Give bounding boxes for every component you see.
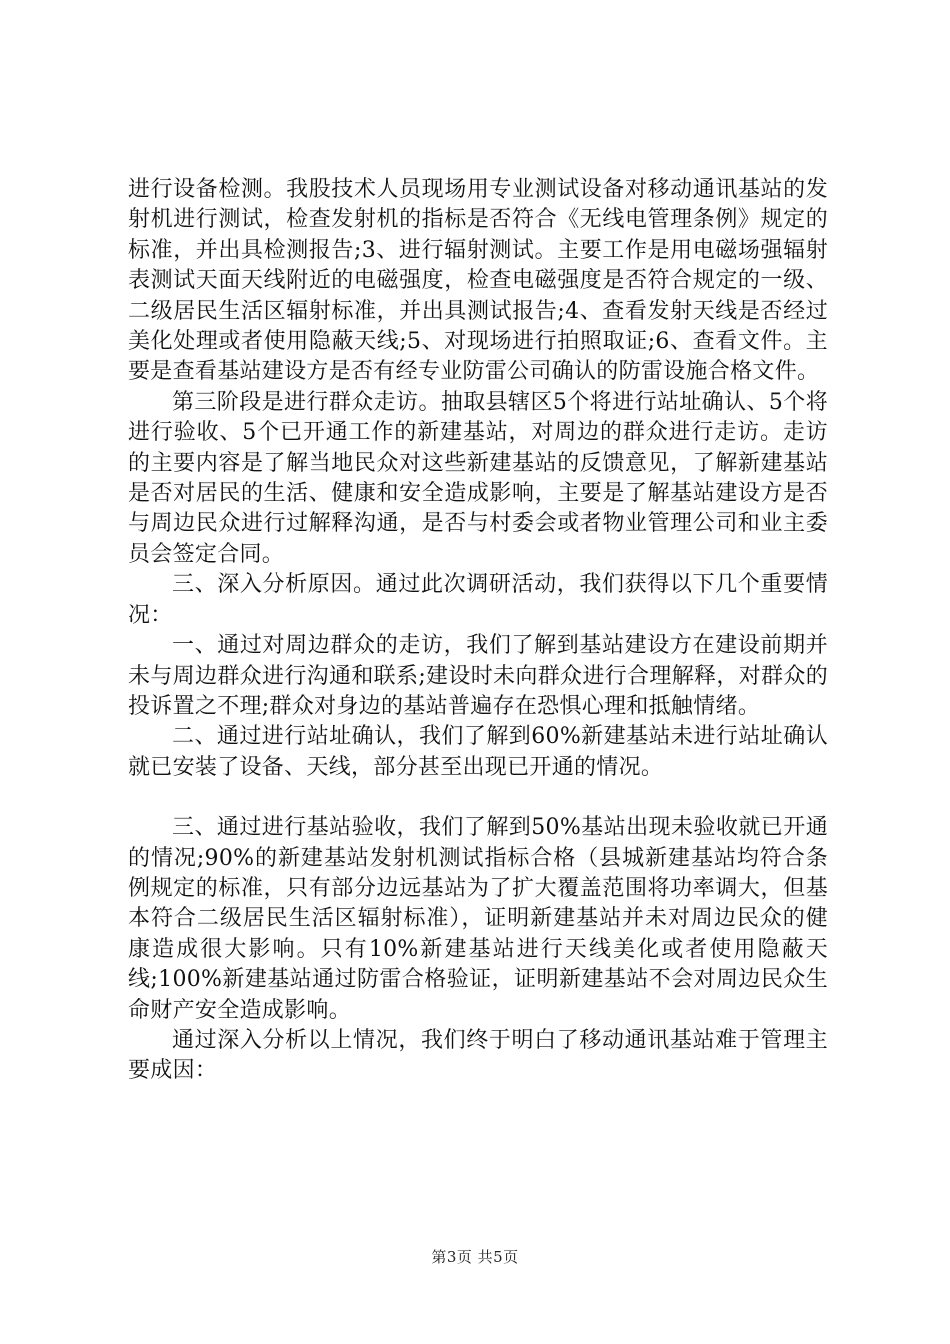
paragraph-finding-one: 一、通过对周边群众的走访，我们了解到基站建设方在建设前期并未与周边群众进行沟通和联系;建设时未向群众进行合理解释，对群众的投诉置之不理;群众对身边的基站普遍存在恐惧心理和抵触情绪。 <box>128 633 828 719</box>
paragraph-equipment-testing: 进行设备检测。我股技术人员现场用专业测试设备对移动通讯基站的发射机进行测试，检查发射机的指标是否符合《无线电管理条例》规定的标准，并出具检测报告;3、进行辐射测试。主要工作是用电磁场强辐射表测试天面天线附近的电磁强度，检查电磁强度是否符合规定的一级、二级居民生活区辐射标准，并出具测试报告;4、查看发射天线是否经过美化处理或者使用隐蔽天线;5、对现场进行拍照取证;6、查看文件。主要是查看基站建设方是否有经专业防雷公司确认的防雷设施合格文件。 <box>128 177 828 385</box>
document-body <box>128 175 828 1087</box>
paragraph-finding-two: 二、通过进行站址确认，我们了解到60%新建基站未进行站址确认就已安装了设备、天线，部分甚至出现已开通的情况。 <box>128 724 828 780</box>
paragraph-stage-three: 第三阶段是进行群众走访。抽取县辖区5个将进行站址确认、5个将进行验收、5个已开通工作的新建基站，对周边的群众进行走访。走访的主要内容是了解当地民众对这些新建基站的反馈意见，了解新建基站是否对居民的生活、健康和安全造成影响，主要是了解基站建设方是否与周边民众进行过解释沟通，是否与村委会或者物业管理公司和业主委员会签定合同。 <box>128 389 828 567</box>
paragraph-analysis-heading: 三、深入分析原因。通过此次调研活动，我们获得以下几个重要情况： <box>128 572 828 628</box>
page-number-footer: 第3页 共5页 <box>431 1248 519 1266</box>
paragraph-conclusion: 通过深入分析以上情况，我们终于明白了移动通讯基站难于管理主要成因： <box>128 1027 828 1084</box>
paragraph-finding-three: 三、通过进行基站验收，我们了解到50%基站出现未验收就已开通的情况;90%的新建基站发射机测试指标合格（县城新建基站均符合条例规定的标准，只有部分边远基站为了扩大覆盖范围将功率调大，但基本符合二级居民生活区辐射标准），证明新建基站并未对周边民众的健康造成很大影响。只有10%新建基站进行天线美化或者使用隐蔽天线;100%新建基站通过防雷合格验证，证明新建基站不会对周边民众生命财产安全造成影响。 <box>128 815 828 1023</box>
